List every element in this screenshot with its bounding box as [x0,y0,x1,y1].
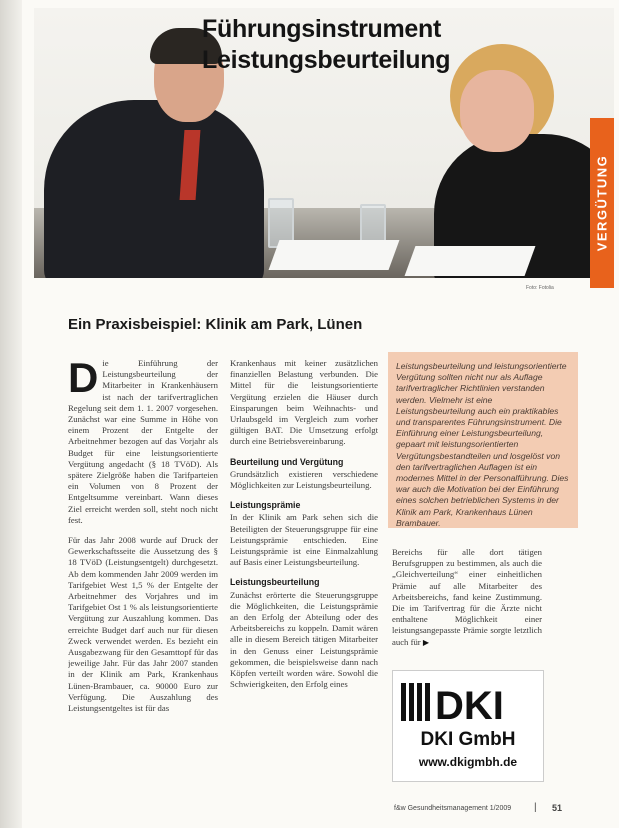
ad-company-name: DKI GmbH [420,729,516,750]
page-edge [0,0,22,828]
section-heading: Beurteilung und Vergütung [230,456,344,467]
text-column-1 [68,358,218,828]
callout-box [388,352,578,528]
article-title-line1: Führungsinstrument [202,15,442,43]
paragraph: Für das Jahr 2008 wurde auf Druck der Gewerkschaftsseite die Aussetzung des § 18 TVöD (Leistungsentgelt) durchgesetzt. Ab dem kommenden Jahr 2009 werden im Tarifgebiet West 1,5 % der Entgelte der Arbeitnehmer des Vorjahres und im Tarifgebiet Ost 1 % als leistungsorientierte Vergütung zur Auszahlung kommen. Das erreichte Budget darf auch nur für diesen Zweck verwendet werden. Es bezieht ein Ausgabezwang für den Gesamttopf für das jeweilige Jahr. Für das Jahr 2007 standen in der Klinik am Park, Krankenhaus Lünen-Brambauer, ca. 90000 Euro zur Verfügung. Die Auszahlung des Leistungsentgeltes ist für das [68,535,218,714]
photo-paper-right [405,246,536,276]
article-title-line2: Leistungsbeurteilung [202,46,451,74]
page-number: 51 [552,803,563,813]
section-tab-label: VERGÜTUNG [594,154,610,252]
paragraph [392,547,542,648]
photo-woman-face [460,70,534,152]
paragraph: Krankenhaus mit keiner zusätzlichen finanziellen Belastung verbunden. Die Mittel für die leistungsorientierte Vergütung erzielen die Häuser durch Einsparungen beim Weihnachts- und Urlaubsgeld im Vergleich zum vorher gültigen BAT. Die Umsetzung erfolgt durch eine Betriebsvereinbarung. [230,358,378,447]
photo-man [44,100,264,278]
paragraph-text: ie Einführung der Leistungsbeurteilung der Mitarbeiter in Krankenhäusern ist nach der tarifvertraglichen Regelung seit dem 1. 1. 2007 vorgesehen. Zunächst war eine Summe in Höhe von einem Prozent der Entgelte der Arbeitnehmer bezogen auf das Vorjahr als Budget für eine leistungsorientierte Vergütung angedacht (§ 18 TVöD). Als spätere Zielgröße haben die Tarifparteien ein Volumen von 8 Prozent der Entgeltsumme vereinbart. Wann dieses Ziel erreicht werden soll, steht noch nicht fest. [68,358,218,525]
dki-logo-text: DKI [435,684,504,723]
dki-advertisement[interactable] [392,670,544,782]
paragraph [68,358,218,526]
article-subhead: Ein Praxisbeispiel: Klinik am Park, Lünen [68,316,363,333]
text-column-3 [392,547,542,659]
paragraph: Grundsätzlich existieren verschiedene Möglichkeiten zur Leistungsbeurteilung. [230,468,378,491]
callout-text: Leistungsbeurteilung und leistungsorientierte Vergütung sollten nicht nur als Auflage tarifvertraglicher Richtlinien verstanden werden. Vielmehr ist eine Leistungsbeurteilung auch ein praktikables und transparentes Führungsinstrument. Die Einführung einer Leistungsbeurteilung, gepaart mit leistungsorientierten Vergütungsbestandteilen und losgelöst von den tarifvertraglichen Auflagen ist ein modernes Mittel in der Personalführung. Dies war auch die Motivation bei der Einführung eines solchen betrieblichen Systems in der Klinik am Park, Krankenhaus Lünen Brambauer. [396,361,569,528]
paragraph: Zunächst erörterte die Steuerungsgruppe die Möglichkeiten, die Leistungsprämie an den Erfolg der Abteilung oder des Arbeitsbereichs zu koppeln. Damit wären alle in diesem Bereich tätigen Mitarbeiter in den Genuss einer Leistungsprämie gekommen, die beispielsweise dann nach Köpfen verteilt worden wäre. Sowohl die Schwierigkeiten, den Erfolg eines [230,589,378,690]
photo-credit: Foto: Fotolia [526,285,554,291]
paragraph-text: Bereichs für alle dort tätigen Berufsgruppen zu bestimmen, als auch die „Gleichverteilung“ einer einheitlichen Prämie auf alle Mitarbeiter des Arbeitsbereichs, fand keine Zustimmung. Die im Tarifvertrag für die Ärzte nicht enthaltene Möglichkeit einer leistungsangepasste Prämie sorgte letztlich auch für [392,547,542,647]
text-column-2 [230,358,378,828]
ad-url-link[interactable]: www.dkigmbh.de [418,755,518,769]
footer-publication: f&w Gesundheitsmanagement 1/2009 [394,805,512,812]
hero-photo [34,8,614,278]
section-heading: Leistungsbeurteilung [230,577,320,588]
continue-arrow-icon: ▶ [422,637,430,647]
photo-paper-left [269,240,400,270]
drop-cap: D [68,358,99,401]
paragraph: In der Klinik am Park sehen sich die Beteiligten der Steuerungsgruppe für eine Leistungsprämie entschieden. Eine Leistungsprämie ist eine Einmalzahlung auf Basis einer Leistungsbeurteilung. [230,512,378,568]
section-tab [590,118,614,288]
footer-separator: | [534,802,537,813]
article-title [202,14,450,76]
dki-logo [401,681,535,723]
section-heading: Leistungsprämie [230,500,301,511]
